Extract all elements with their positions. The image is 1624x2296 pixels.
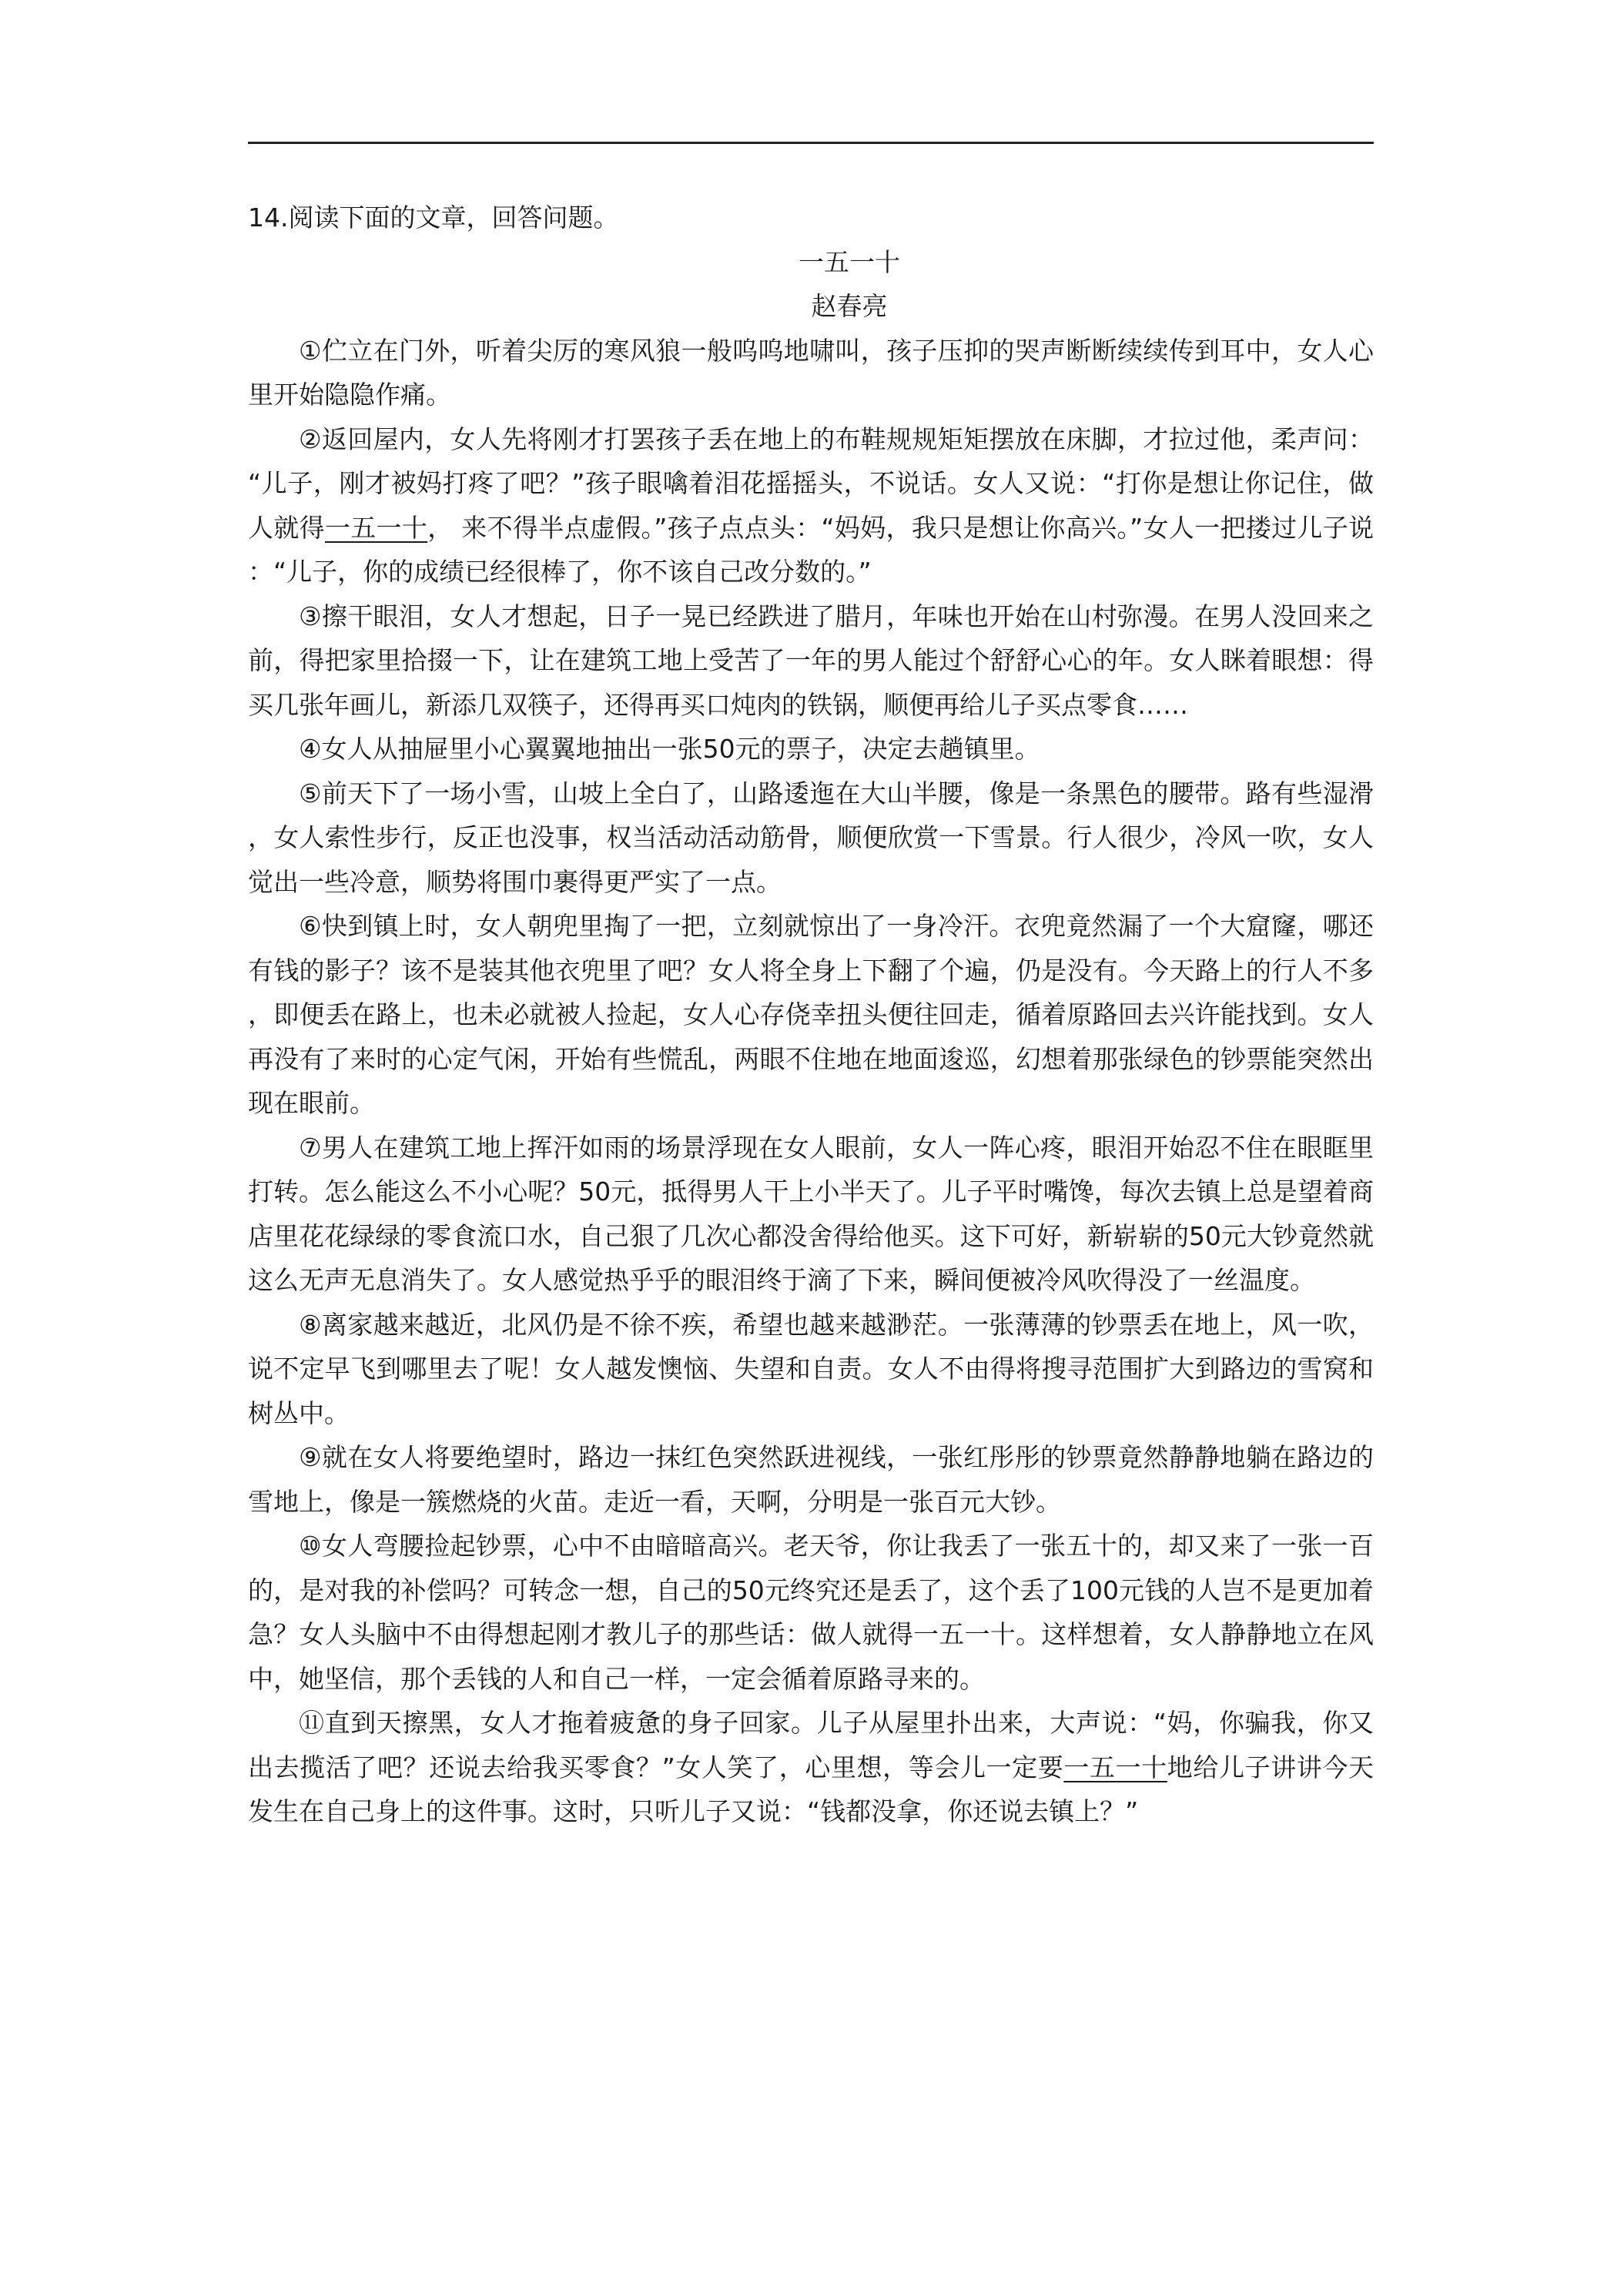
underlined-phrase: 一五一十 <box>324 512 428 543</box>
paragraph-11-text-b: 地给儿子讲讲今天发生在自己身上的这件事。这时，只听儿子又说：“钱都没拿，你还说去镇上？” <box>248 1752 1375 1826</box>
paragraph-2-text-a: ②返回屋内，女人先将刚才打罢孩子丢在地上的布鞋规规矩矩摆放在床脚，才拉过他，柔声问：“儿子，刚才被妈打疼了吧？”孩子眼噙着泪花摇摇头，不说话。女人又说：“打你是想让你记住，做人就得 <box>248 423 1374 543</box>
paragraph-2-text-b: ， 来不得半点虚假。”孩子点点头：“妈妈，我只是想让你高兴。”女人一把搂过儿子说：“儿子，你的成绩已经很棒了，你不该自己改分数的。” <box>248 512 1375 587</box>
paragraph-8: ⑧离家越来越近，北风仍是不徐不疾，希望也越来越渺茫。一张薄薄的钞票丢在地上，风一吹，说不定早飞到哪里去了呢！女人越发懊恼、失望和自责。女人不由得将搜寻范围扩大到路边的雪窝和树丛中。 <box>248 1309 1374 1428</box>
paragraph-6: ⑥快到镇上时，女人朝兜里掏了一把，立刻就惊出了一身冷汗。衣兜竟然漏了一个大窟窿，哪还有钱的影子？该不是装其他衣兜里了吧？女人将全身上下翻了个遍，仍是没有。今天路上的行人不多，即便丢在路上，也未必就被人捡起，女人心存侥幸扭头便往回走，循着原路回去兴许能找到。女人再没有了来时的心定气闲，开始有些慌乱，两眼不住地在地面逡巡，幻想着那张绿色的钞票能突然出现在眼前。 <box>248 911 1374 1118</box>
document-content <box>248 196 1374 1834</box>
article-author: 赵春亮 <box>811 291 888 321</box>
article-title: 一五一十 <box>799 246 900 277</box>
paragraph-5: ⑤前天下了一场小雪，山坡上全白了，山路逶迤在大山半腰，像是一条黑色的腰带。路有些湿滑，女人索性步行，反正也没事，权当活动活动筋骨，顺便欣赏一下雪景。行人很少，冷风一吹，女人觉出一些冷意，顺势将围巾裹得更严实了一点。 <box>248 778 1374 897</box>
paragraph-11 <box>248 1701 1374 1834</box>
paragraph-2 <box>248 417 1374 594</box>
paragraph-11-text-a: ⑪直到天擦黑，女人才拖着疲惫的身子回家。儿子从屋里扑出来，大声说：“妈，你骗我，你又出去揽活了吧？还说去给我买零食？”女人笑了，心里想，等会儿一定要 <box>248 1708 1374 1782</box>
paragraph-4: ④女人从抽屉里小心翼翼地抽出一张50元的票子，决定去趟镇里。 <box>299 734 1040 764</box>
paragraph-3: ③擦干眼泪，女人才想起，日子一晃已经跌进了腊月，年味也开始在山村弥漫。在男人没回来之前，得把家里拾掇一下，让在建筑工地上受苦了一年的男人能过个舒舒心心的年。女人眯着眼想：得买几张年画儿，新添几双筷子，还得再买口炖肉的铁锅，顺便再给儿子买点零食…… <box>248 601 1374 720</box>
paragraph-7: ⑦男人在建筑工地上挥汗如雨的场景浮现在女人眼前，女人一阵心疼，眼泪开始忍不住在眼眶里打转。怎么能这么不小心呢？50元，抵得男人干上小半天了。儿子平时嘴馋，每次去镇上总是望着商店里花花绿绿的零食流口水，自己狠了几次心都没舍得给他买。这下可好，新崭崭的50元大钞竟然就这么无声无息消失了。女人感觉热乎乎的眼泪终于滴了下来，瞬间便被冷风吹得没了一丝温度。 <box>248 1132 1374 1295</box>
paragraph-1: ①伫立在门外，听着尖厉的寒风狼一般呜呜地啸叫，孩子压抑的哭声断断续续传到耳中，女人心里开始隐隐作痛。 <box>248 335 1374 410</box>
header-rule <box>248 142 1374 144</box>
underlined-phrase: 一五一十 <box>1063 1752 1167 1782</box>
question-prompt: 14.阅读下面的文章，回答问题。 <box>248 202 619 233</box>
paragraph-9: ⑨就在女人将要绝望时，路边一抹红色突然跃进视线，一张红彤彤的钞票竟然静静地躺在路边的雪地上，像是一簇燃烧的火苗。走近一看，天啊，分明是一张百元大钞。 <box>248 1442 1374 1517</box>
paragraph-10: ⑩女人弯腰捡起钞票，心中不由暗暗高兴。老天爷，你让我丢了一张五十的，却又来了一张一百的，是对我的补偿吗？可转念一想，自己的50元终究还是丢了，这个丢了100元钱的人岂不是更加着急？女人头脑中不由得想起刚才教儿子的那些话：做人就得一五一十。这样想着，女人静静地立在风中，她坚信，那个丢钱的人和自己一样，一定会循着原路寻来的。 <box>248 1531 1374 1694</box>
